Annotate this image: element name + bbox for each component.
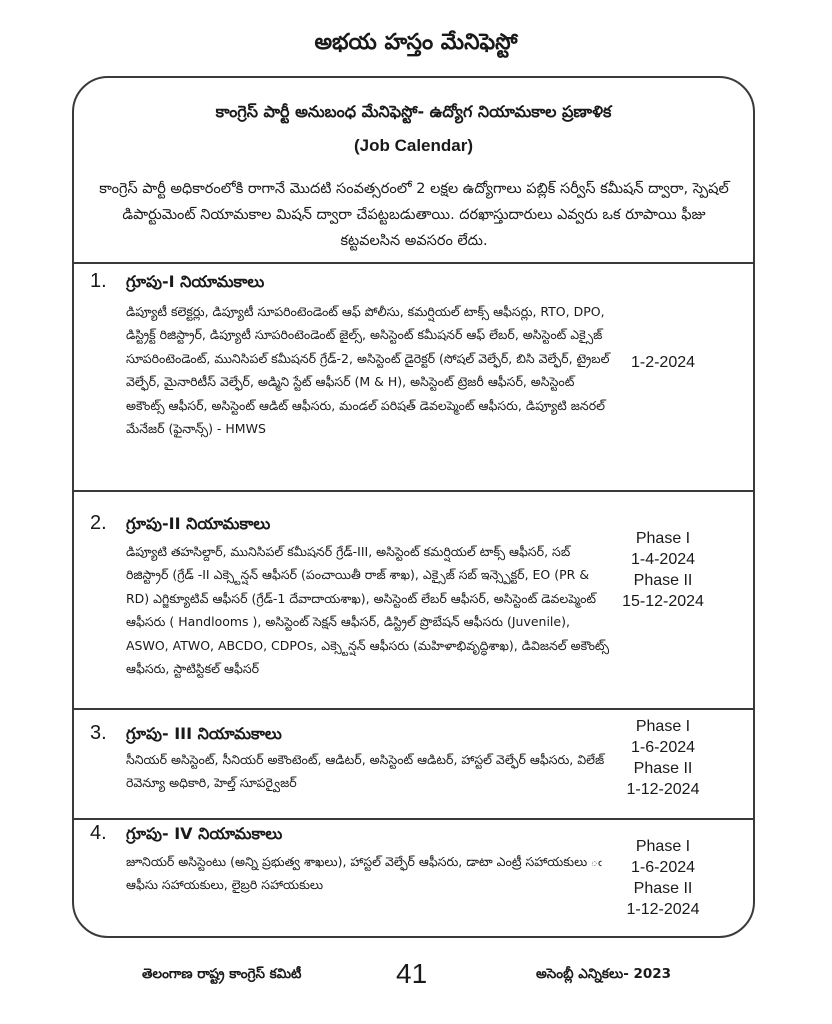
date-line: 1-6-2024 bbox=[630, 739, 696, 756]
section-number: 2. bbox=[90, 512, 107, 534]
group-1-section bbox=[74, 264, 753, 490]
date-line: 15-12-2024 bbox=[622, 593, 704, 610]
intro-title: కాంగ్రెస్ పార్టీ అనుబంధ మేనిఫెస్టో- ఉద్యోగ నియామకాల ప్రణాళిక bbox=[215, 102, 612, 121]
intro-subtitle: (Job Calendar) bbox=[353, 136, 474, 155]
recruitment-dates bbox=[593, 716, 733, 800]
date-line: 1-2-2024 bbox=[630, 354, 696, 371]
section-body: డిప్యూటీ కలెక్టర్లు, డిప్యూటీ సూపరింటెండెంట్ ఆఫ్ పోలీసు, కమర్షియల్ టాక్స్ ఆఫీసర్లు, RTO, DPO, డిస్ట్రిక్ట్ రిజిస్ట్రార్, డిప్యూటీ సూపరింటెండెంట్ జైల్స్, అసిస్టెంట్ కమీషనర్ ఆఫ్ లేబర్, అసిస్టెంట్ ఎక్సైజ్ సూపరింటెండెంట్, మునిసిపల్ కమీషనర్ గ్రేడ్-2, అసిస్టెంట్ డైరెక్టర్ (సోషల్ వెల్ఫేర్, బిసి వెల్ఫేర్, ట్రైబల్ వెల్ఫేర్, మైనారిటీస్ వెల్ఫేర్, అడ్మిని స్టేట్ ఆఫీసర్ (M & H), అసిస్టెంట్ ట్రెజరీ ఆఫీసర్, అసిస్టెంట్ అకౌంట్స్ ఆఫీసర్, అసిస్టెంట్ ఆడిట్ ఆఫీసరు, మండల్ పరిషత్ డెవలప్మెంట్ ఆఫీసరు, డిప్యూటి జనరల్ మేనేజర్ (ఫైనాన్స్) - HMWS bbox=[126, 304, 610, 437]
recruitment-dates bbox=[593, 836, 733, 920]
date-line: 1-6-2024 bbox=[630, 859, 696, 876]
page-number: 41 bbox=[396, 958, 428, 989]
group-3-section bbox=[74, 710, 753, 818]
section-number: 3. bbox=[90, 722, 107, 744]
manifesto-title: అభయ హస్తం మేనిఫెస్టో bbox=[314, 30, 518, 55]
section-number: 4. bbox=[90, 822, 107, 844]
page-footer bbox=[0, 958, 832, 992]
recruitment-dates bbox=[593, 352, 733, 373]
section-title: గ్రూపు-II నియామకాలు bbox=[126, 514, 271, 533]
date-line: Phase II bbox=[633, 760, 693, 777]
intro-paragraph: కాంగ్రెస్ పార్టీ అధికారంలోకి రాగానే మొదటి సంవత్సరంలో 2 లక్షల ఉద్యోగాలు పబ్లిక్ సర్వీస్ కమీషన్ ద్వారా, స్పెషల్ డిపార్టుమెంట్ నియామకాల మిషన్ ద్వారా చేపట్టబడుతాయి. దరఖాస్తుదారులు ఎవ్వరు ఒక రూపాయి ఫీజు కట్టవలసిన అవసరం లేదు. bbox=[99, 181, 729, 249]
date-line: 1-4-2024 bbox=[630, 551, 696, 568]
date-line: Phase II bbox=[633, 572, 693, 589]
section-body: జూనియర్ అసిస్టెంటు (అన్ని ప్రభుత్వ శాఖలు), హాస్టల్ వెల్ఫేర్ ఆఫీసరు, డాటా ఎంట్రీ సహాయకులు ఁ ఆఫీసు సహాయకులు, లైబ్రరి సహాయకులు bbox=[126, 854, 602, 893]
footer-committee-name: తెలంగాణ రాష్ట్ర కాంగ్రెస్ కమిటీ bbox=[142, 966, 302, 982]
section-title: గ్రూపు- IV నియామకాలు bbox=[126, 824, 283, 843]
section-title: గ్రూపు- III నియామకాలు bbox=[126, 724, 282, 743]
recruitment-dates bbox=[593, 528, 733, 612]
group-4-section bbox=[74, 820, 753, 936]
job-calendar-card bbox=[72, 76, 755, 938]
date-line: Phase I bbox=[635, 838, 691, 855]
section-body: డిప్యూటి తహసిల్దార్, మునిసిపల్ కమీషనర్ గ్రేడ్-III, అసిస్టెంట్ కమర్షియల్ టాక్స్ ఆఫీసర్, సబ్ రిజిస్ట్రార్ (గ్రేడ్ -II ఎక్స్టెన్షన్ ఆఫీసర్ (పంచాయితీ రాజ్ శాఖ), ఎక్సైజ్ సబ్ ఇన్స్పెక్టర్, EO (PR & RD) ఎగ్జిక్యూటివ్ ఆఫీసర్ (గ్రేడ్-1 దేవాదాయశాఖ), అసిస్టెంట్ లేబర్ ఆఫీసర్, అసిస్టెంట్ డెవలప్మెంట్ ఆఫీసరు ( Handlooms ), అసిస్టెంట్ సెక్షన్ ఆఫీసర్, డిస్ట్రిల్ ప్రొబేషన్ ఆఫీసరు (Juvenile), ASWO, ATWO, ABCDO, CDPOs, ఎక్స్టెన్షన్ ఆఫీసరు (మహిళాభివృద్ధిశాఖ), డివిజనల్ అకౌంట్స్ ఆఫీసరు, స్టాటిస్టికల్ ఆఫీసర్ bbox=[126, 544, 610, 677]
date-line: 1-12-2024 bbox=[626, 781, 700, 798]
footer-election-label: అసెంబ్లీ ఎన్నికలు- 2023 bbox=[536, 966, 672, 982]
date-line: Phase II bbox=[633, 880, 693, 897]
date-line: 1-12-2024 bbox=[626, 901, 700, 918]
intro-block bbox=[74, 78, 753, 262]
section-title: గ్రూపు-I నియామకాలు bbox=[126, 272, 265, 291]
group-2-section bbox=[74, 492, 753, 708]
section-body: సీనియర్ అసిస్టెంట్, సీనియర్ అకౌంటెంట్, ఆడిటర్, అసిస్టెంట్ ఆడిటర్, హాస్టల్ వెల్ఫేర్ ఆఫీసరు, విలేజ్ రెవెన్యూ అధికారి, హెల్త్ సూపర్వైజర్ bbox=[126, 752, 605, 791]
date-line: Phase I bbox=[635, 718, 691, 735]
date-line: Phase I bbox=[635, 530, 691, 547]
section-number: 1. bbox=[90, 270, 107, 292]
